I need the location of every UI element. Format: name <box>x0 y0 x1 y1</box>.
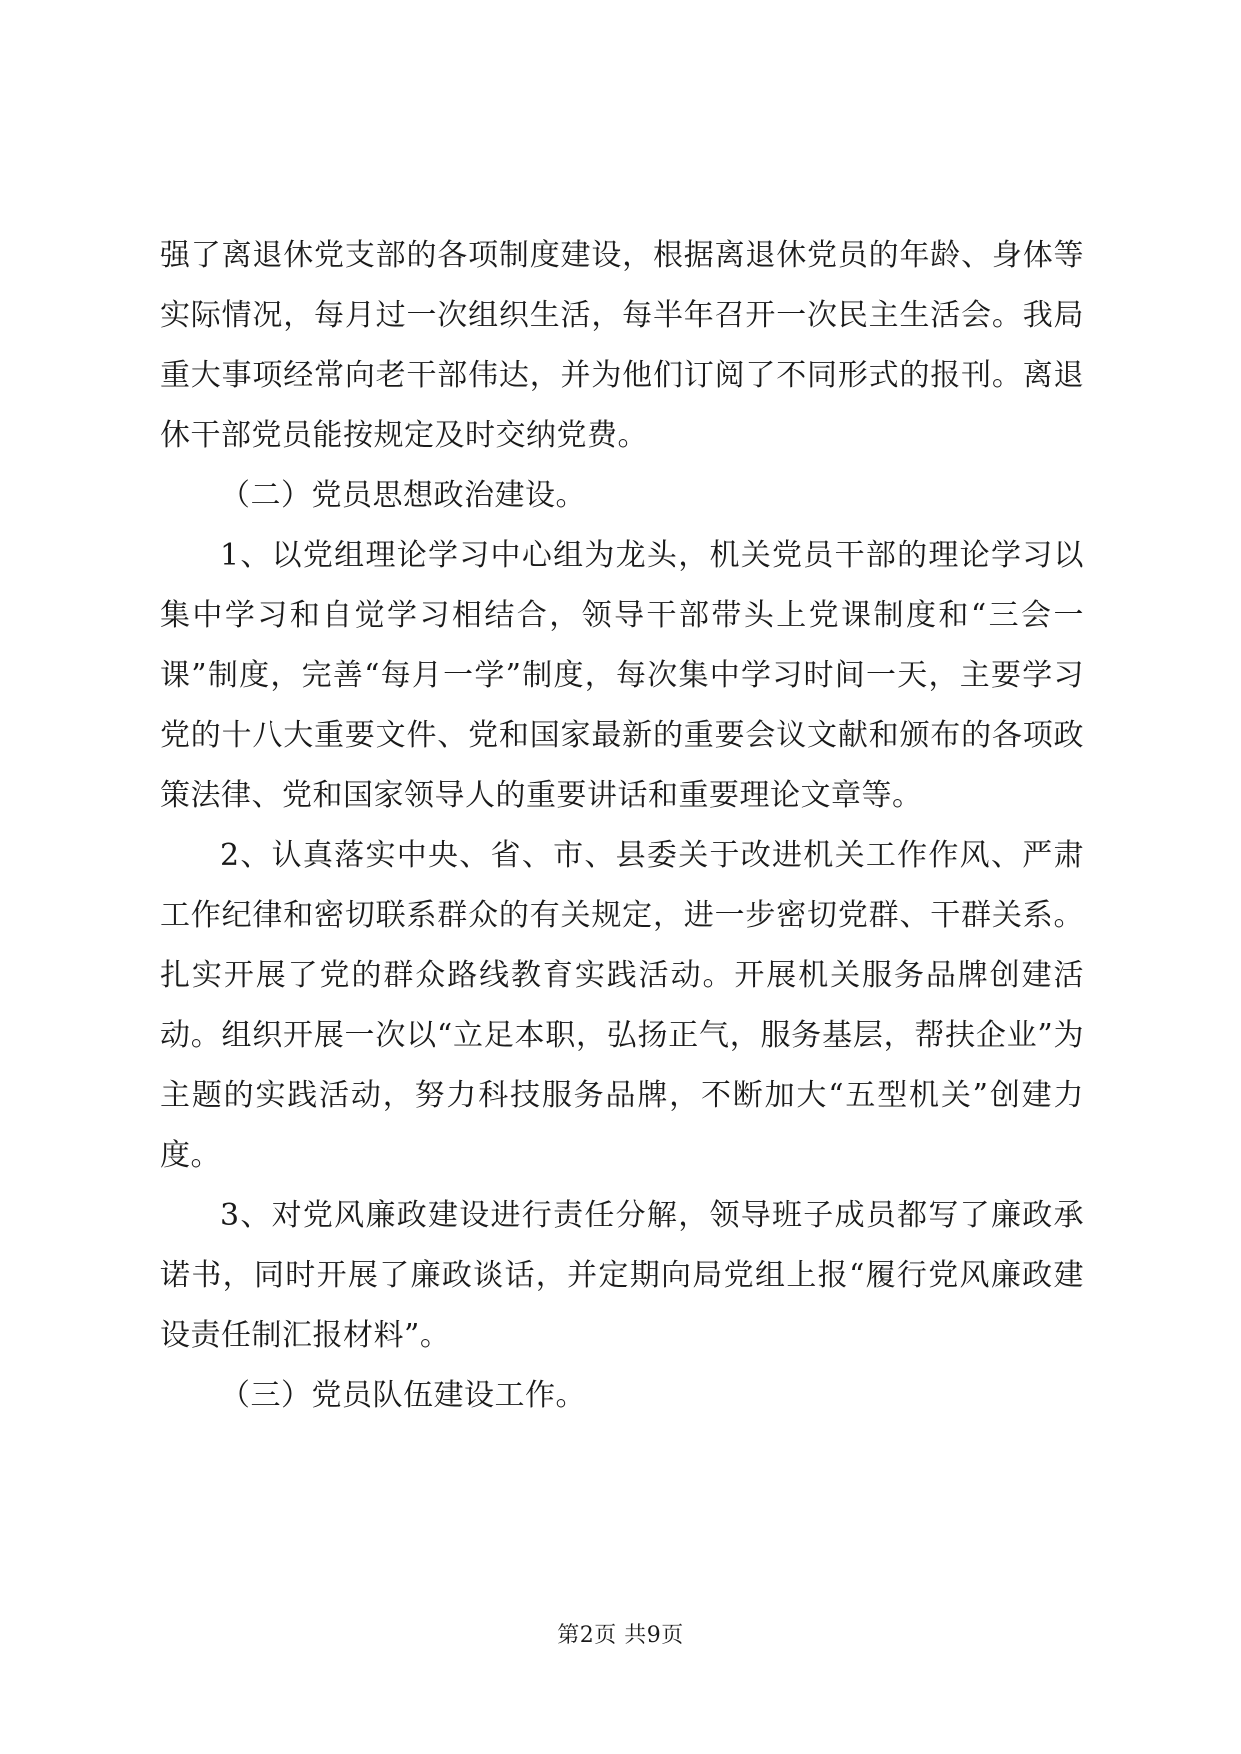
section-heading-three: （三）党员队伍建设工作。 <box>220 1378 586 1413</box>
paragraph-item-1: 1、以党组理论学习中心组为龙头，机关党员干部的理论学习以集中学习和自觉学习相结合，领导干部带头上党课制度和“三会一课”制度，完善“每月一学”制度，每次集中学习时间一天，主要学习党的十八大重要文件、党和国家最新的重要会议文献和颁布的各项政策法律、党和国家领导人的重要讲话和重要理论文章等。 <box>160 538 1084 813</box>
paragraph-item-2: 2、认真落实中央、省、市、县委关于改进机关工作作风、严肃工作纪律和密切联系群众的有关规定，进一步密切党群、干群关系。扎实开展了党的群众路线教育实践活动。开展机关服务品牌创建活动。组织开展一次以“立足本职，弘扬正气，服务基层，帮扶企业”为主题的实践活动，努力科技服务品牌，不断加大“五型机关”创建力度。 <box>160 838 1084 1173</box>
paragraph-item-3: 3、对党风廉政建设进行责任分解，领导班子成员都写了廉政承诺书，同时开展了廉政谈话，并定期向局党组上报“履行党风廉政建设责任制汇报材料”。 <box>160 1198 1084 1353</box>
document-body <box>160 226 1084 1426</box>
section-heading-two: （二）党员思想政治建设。 <box>220 478 586 513</box>
page-footer: 第2页 共9页 <box>557 1623 684 1648</box>
paragraph-continuation: 强了离退休党支部的各项制度建设，根据离退休党员的年龄、身体等实际情况，每月过一次组织生活，每半年召开一次民主生活会。我局重大事项经常向老干部伟达，并为他们订阅了不同形式的报刊。离退休干部党员能按规定及时交纳党费。 <box>160 238 1084 453</box>
